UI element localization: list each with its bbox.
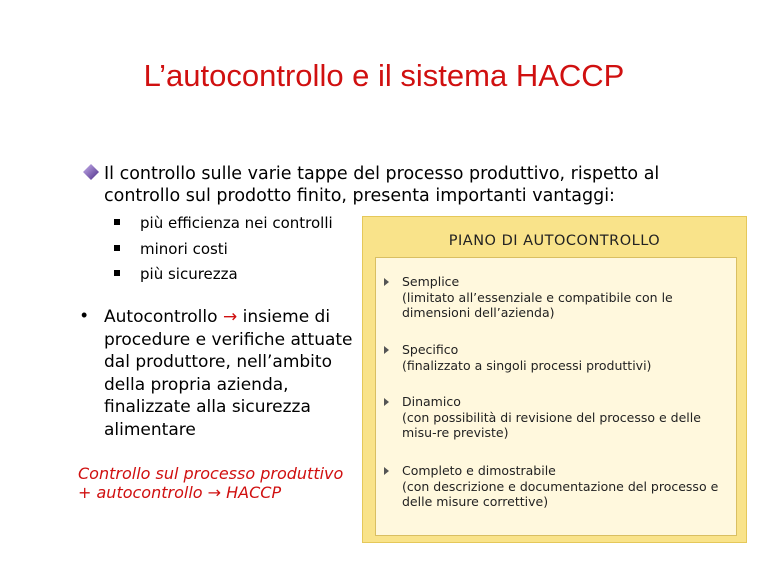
panel-item-desc: (limitato all’essenziale e compatibile con le dimensioni dell’azienda) — [402, 289, 673, 320]
panel-item — [384, 342, 730, 373]
triangle-bullet-icon — [384, 278, 389, 286]
sub-bullet-text: minori costi — [140, 240, 228, 258]
triangle-bullet-icon — [384, 346, 389, 354]
sub-bullet-text: più efficienza nei controlli — [140, 214, 333, 232]
panel-title: PIANO DI AUTOCONTROLLO — [448, 233, 661, 249]
autocontrollo-panel — [362, 216, 747, 543]
panel-item-head: Completo e dimostrabile — [402, 463, 556, 478]
bullet-1-text: Il controllo sulle varie tappe del processo produttivo, rispetto al controllo sul prodotto finito, presenta importanti vantaggi: — [104, 164, 660, 206]
panel-item — [384, 463, 730, 510]
panel-item-head: Specifico — [402, 342, 459, 357]
right-arrow-icon: → — [207, 483, 222, 502]
sub-bullet-text: più sicurezza — [140, 265, 238, 283]
slide-title: L’autocontrollo e il sistema HACCP — [143, 58, 625, 93]
panel-item-head: Semplice — [402, 274, 460, 289]
panel-item-desc: (finalizzato a singoli processi produttivi) — [402, 357, 652, 373]
panel-item-head: Dinamico — [402, 394, 461, 409]
panel-list — [375, 257, 737, 536]
panel-item — [384, 274, 730, 321]
triangle-bullet-icon — [384, 467, 389, 475]
haccp-note-text: Controllo sul processo produttivo + autocontrollo — [78, 464, 344, 502]
diamond-bullet-icon — [81, 162, 101, 182]
panel-item-desc: (con possibilità di revisione del processo e delle misu-re previste) — [402, 409, 701, 440]
autocontrollo-definition: insieme di procedure e verifiche attuate dal produttore, nell’ambito della propria azienda, finalizzate alla sicurezza alimentare — [104, 307, 353, 440]
panel-item — [384, 394, 730, 441]
square-bullet-icon — [114, 245, 120, 251]
autocontrollo-term: Autocontrollo — [104, 307, 218, 327]
square-bullet-icon — [114, 270, 120, 276]
square-bullet-icon — [114, 219, 120, 225]
haccp-note — [78, 464, 348, 502]
round-bullet-icon: • — [81, 305, 88, 325]
triangle-bullet-icon — [384, 398, 389, 406]
haccp-note-result: HACCP — [226, 483, 282, 502]
right-arrow-icon: → — [222, 307, 238, 327]
bullet-2-text — [104, 306, 374, 441]
panel-item-desc: (con descrizione e documentazione del processo e delle misure correttive) — [402, 478, 719, 509]
